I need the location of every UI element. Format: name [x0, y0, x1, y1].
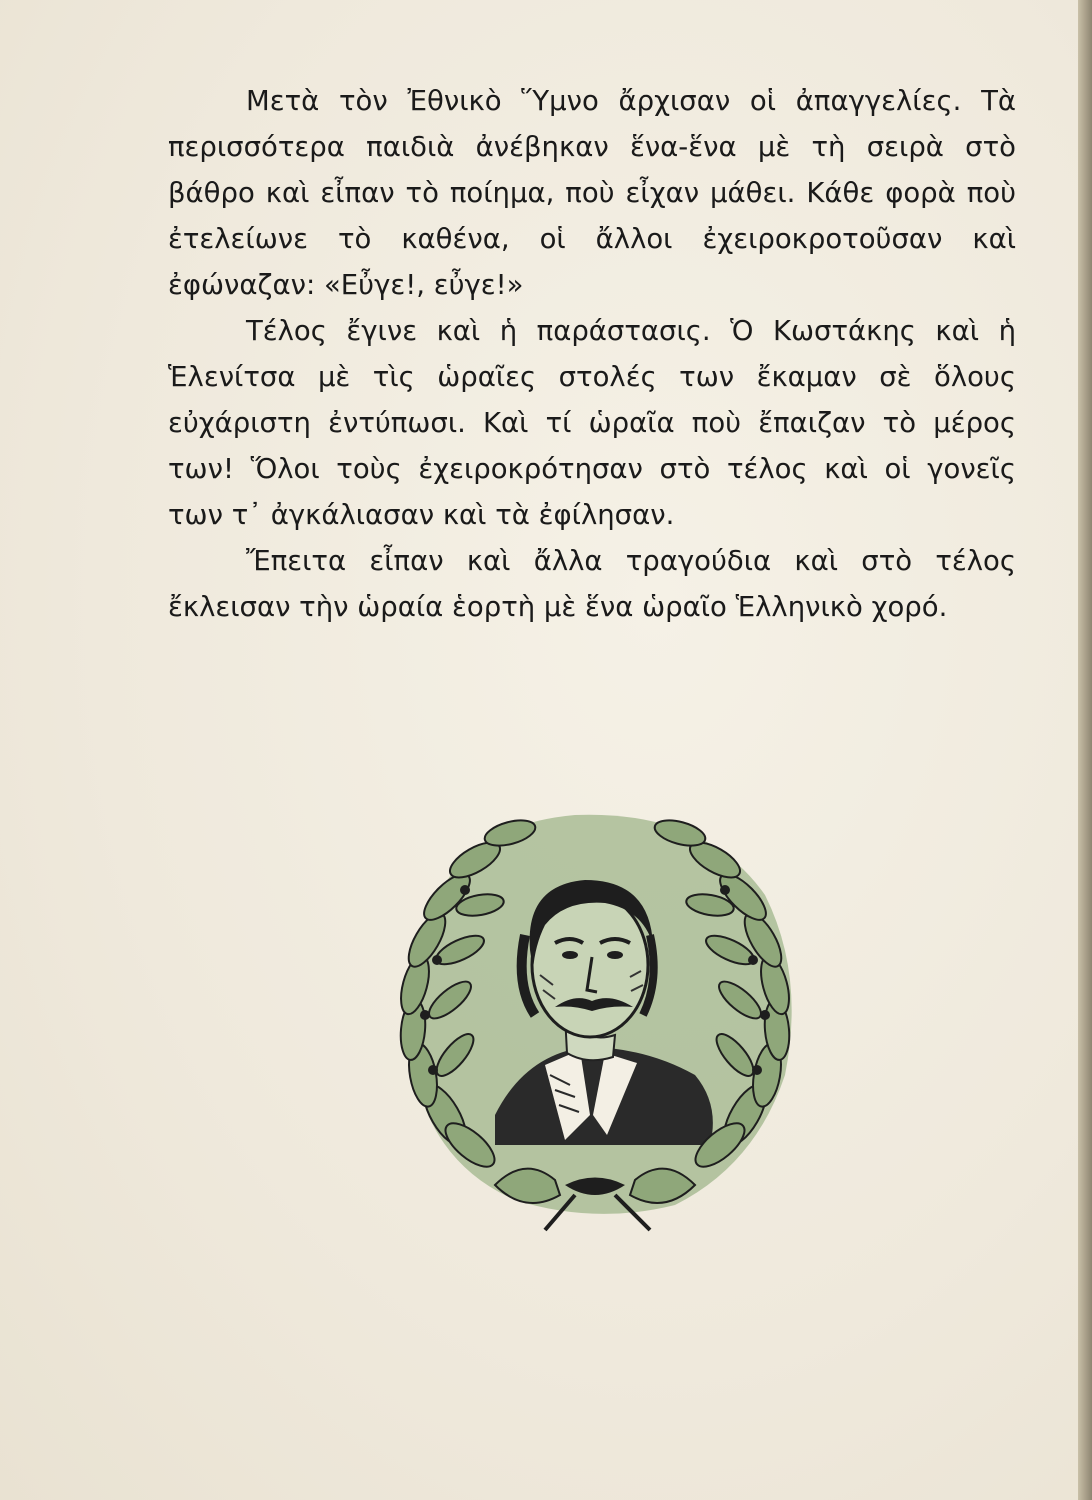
paragraph-recitations: Μετὰ τὸν Ἐθνικὸ Ὕμνο ἄρχισαν οἱ ἀπαγγελίες. Τὰ περισσότερα παιδιὰ ἀνέβηκαν ἕνα-ἕνα μὲ τὴ σειρὰ στὸ βάθρο καὶ εἶπαν τὸ ποίημα, ποὺ εἶχαν μάθει. Κάθε φορὰ ποὺ ἐτελείωνε τὸ καθένα, οἱ ἄλλοι ἐχειροκροτοῦσαν καὶ ἐφώναζαν: «Εὖγε!, εὖγε!» [168, 85, 1016, 301]
paragraph-dance: Ἔπειτα εἶπαν καὶ ἄλλα τραγούδια καὶ στὸ τέλος ἔκλεισαν τὴν ὡραία ἑορτὴ μὲ ἕνα ὡραῖο Ἑλληνικὸ χορό. [168, 545, 1016, 623]
laurel-wreath-portrait-icon [375, 785, 815, 1235]
paragraph-performance: Τέλος ἔγινε καὶ ἡ παράστασις. Ὁ Κωστάκης καὶ ἡ Ἑλενίτσα μὲ τὶς ὡραῖες στολές των ἔκαμαν σὲ ὅλους εὐχάριστη ἐντύπωσι. Καὶ τί ὡραῖα ποὺ ἔπαιζαν τὸ μέρος των! Ὅλοι τοὺς ἐχειροκρότησαν στὸ τέλος καὶ οἱ γονεῖς των τ᾽ ἀγκάλιασαν καὶ τὰ ἐφίλησαν. [168, 315, 1016, 531]
page-edge-shadow [1078, 0, 1092, 1500]
body-text [168, 78, 1016, 630]
